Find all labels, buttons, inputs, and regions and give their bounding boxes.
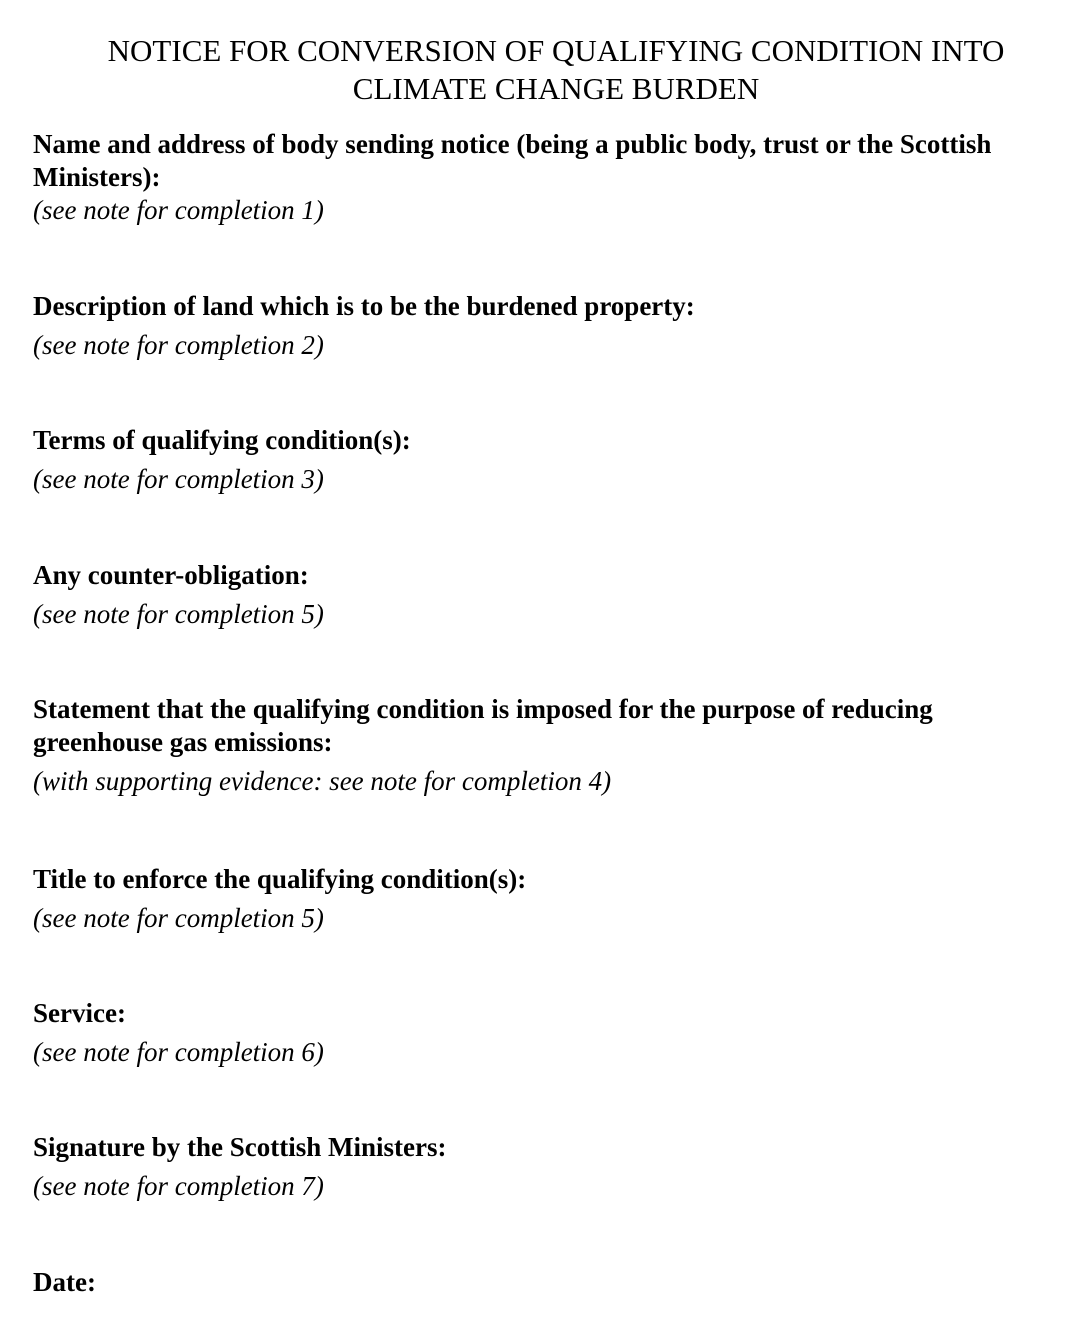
signature-note: (see note for completion 7) [33,1171,324,1201]
section-emissions-statement [33,693,1063,798]
counter-obligation-note: (see note for completion 5) [33,599,324,629]
counter-obligation-label: Any counter-obligation: [33,560,309,590]
section-service [33,997,1063,1069]
qualifying-condition-terms-note: (see note for completion 3) [33,464,324,494]
title-to-enforce-note: (see note for completion 5) [33,903,324,933]
qualifying-condition-terms-label: Terms of qualifying condition(s): [33,425,411,455]
burdened-land-label: Description of land which is to be the burdened property: [33,291,695,321]
date-label: Date: [33,1267,96,1297]
section-signature [33,1131,1063,1203]
section-date [33,1266,1063,1299]
document-title [40,32,1072,108]
section-title-to-enforce [33,863,1063,935]
sender-name-address-note: (see note for completion 1) [33,195,324,225]
emissions-statement-note: (with supporting evidence: see note for completion 4) [33,766,612,796]
service-label: Service: [33,998,126,1028]
section-burdened-land-description [33,290,1063,362]
sender-name-address-label: Name and address of body sending notice (being a public body, trust or the Scottish Ministers): [33,129,992,192]
service-note: (see note for completion 6) [33,1037,324,1067]
document-title-line-2: CLIMATE CHANGE BURDEN [352,71,760,106]
burdened-land-note: (see note for completion 2) [33,330,324,360]
document-title-line-1: NOTICE FOR CONVERSION OF QUALIFYING CONDITION INTO [107,33,1005,68]
title-to-enforce-label: Title to enforce the qualifying condition(s): [33,864,527,894]
section-qualifying-condition-terms [33,424,1063,496]
signature-label: Signature by the Scottish Ministers: [33,1132,447,1162]
emissions-statement-label: Statement that the qualifying condition is imposed for the purpose of reducing greenhouse gas emissions: [33,694,933,757]
section-counter-obligation [33,559,1063,631]
section-sender-name-address [33,128,1063,227]
